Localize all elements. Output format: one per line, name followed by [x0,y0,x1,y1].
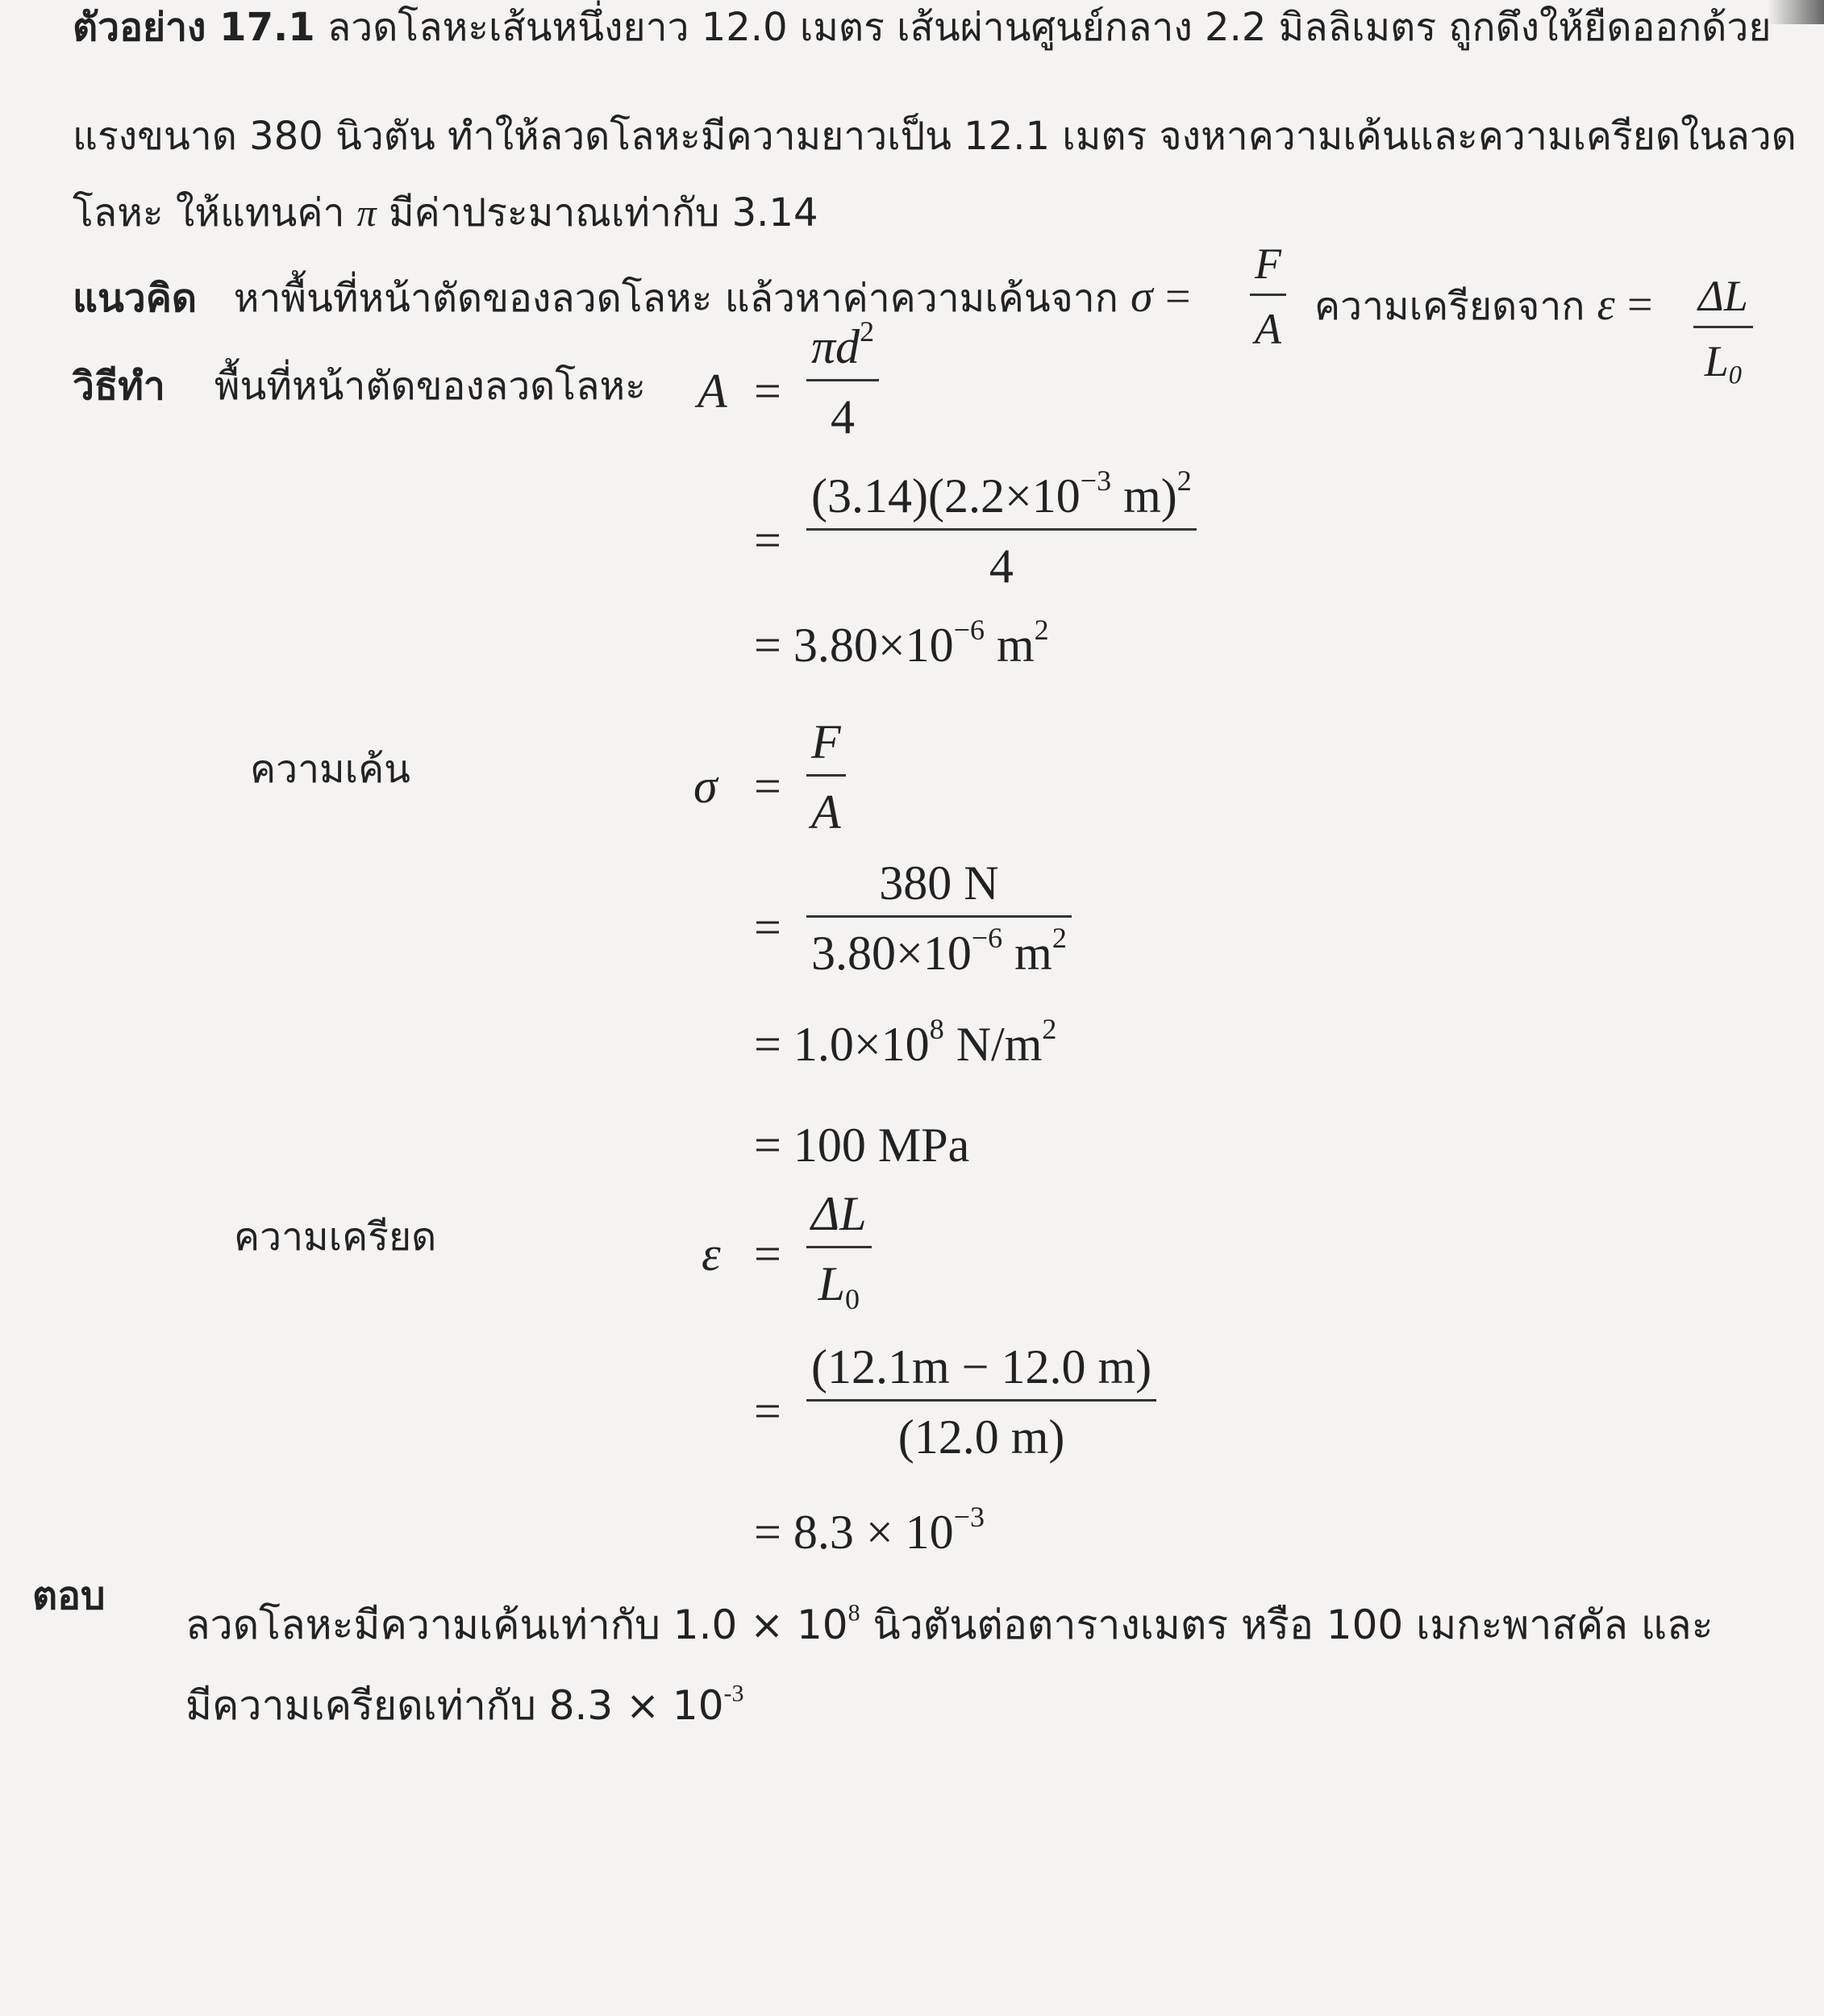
area-symbol: A [698,364,727,418]
equals-sign: = [754,1227,781,1281]
area-text: พื้นที่หน้าตัดของลวดโลหะ [214,364,646,409]
strain-formula-fraction: ΔL $L_0$ [806,1189,872,1308]
stress-label: ความเค้น [250,747,410,792]
example-line-2: แรงขนาด 380 นิวตัน ทำให้ลวดโลหะมีความยาวเป็น 12.1 เมตร จงหาความเค้นและความเครียดในลวด [73,114,1797,159]
solution-label: วิธีทำ [73,364,165,409]
concept-line: แนวคิด หาพื้นที่หน้าตัดของลวดโลหะ แล้วหาค่าความเค้นจาก σ = [73,272,1191,322]
stress-result-1: = $1.0\times 10^8$ $N/m^2$ [754,1013,1057,1071]
pi-symbol: π [356,192,377,235]
concept-sigma: σ [1131,272,1153,322]
strain-symbol: ε [702,1227,721,1281]
area-result: = $3.80\times 10^{-6}$ $m^2$ [754,614,1049,672]
stress-symbol: σ [693,760,718,813]
example-line-1 [73,5,1772,50]
stress-formula-fraction: F A [806,718,846,836]
stress-substitution-fraction: 380 N $3.80\times 10^{-6}$ $m^2$ [806,859,1072,977]
area-substitution-fraction: $(3.14)(2.2\times 10^{-3}$ m)$^2$ 4 [806,472,1197,590]
answer-line-2: มีความเครียดเท่ากับ $8.3 \times 10^{-3}$ [185,1680,744,1729]
solution-line [73,364,646,409]
concept-strain-fraction: ΔL $L_0$ [1693,274,1753,383]
page-edge-shadow [1768,0,1824,24]
equals-sign: = [754,364,781,418]
stress-result-2: = 100 MPa [754,1118,970,1172]
concept-stress-fraction: F A [1250,242,1286,351]
equals-sign: = [754,514,781,567]
strain-label: ความเครียด [234,1214,437,1260]
area-formula-fraction: $\pi d^2$ 4 [806,323,879,441]
equals-sign: = [754,901,781,954]
equals-sign: = [754,760,781,813]
example-text-1: ลวดโลหะเส้นหนึ่งยาว 12.0 เมตร เส้นผ่านศูนย์กลาง 2.2 มิลลิเมตร ถูกดึงให้ยืดออกด้วย [327,5,1772,50]
answer-label: ตอบ [32,1573,106,1618]
example-line-3: โลหะ ให้แทนค่า π มีค่าประมาณเท่ากับ 3.14 [73,190,818,235]
concept-text-1: หาพื้นที่หน้าตัดของลวดโลหะ แล้วหาค่าความเค้นจาก [233,276,1118,321]
concept-strain-text: ความเครียดจาก ε = [1314,280,1653,330]
answer-line-1: ลวดโลหะมีความเค้นเท่ากับ $1.0 \times 10^8$ นิวตันต่อตารางเมตร หรือ 100 เมกะพาสคัล และ [185,1599,1714,1648]
equals-sign: = [754,1385,781,1438]
concept-epsilon: ε [1597,280,1615,330]
strain-substitution-fraction: (12.1m − 12.0 m) (12.0 m) [806,1343,1156,1461]
example-label: ตัวอย่าง 17.1 [73,5,315,50]
concept-label: แนวคิด [73,276,197,321]
strain-result: = $8.3 \times 10^{-3}$ [754,1501,985,1559]
